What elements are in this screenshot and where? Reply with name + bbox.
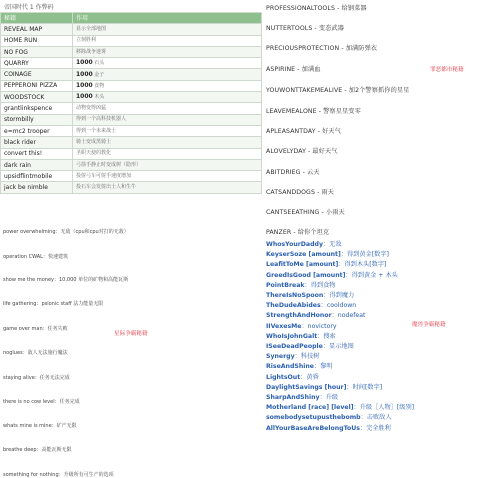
cheat-code: Synergy [266, 353, 295, 361]
table-row [1, 103, 262, 114]
cheat-effect-cell [73, 35, 262, 46]
cheat-code: PointBreak [266, 281, 305, 289]
list-item [266, 383, 500, 393]
cheat-effect: - 警察星星变零 [318, 108, 361, 115]
vice-city-section-note: 罪恶都市秘籍 [430, 67, 464, 73]
cheat-code: StrengthAndHonor [266, 312, 332, 320]
cheat-effect: ：cooldown [320, 302, 357, 310]
cheat-code-cell: HOME RUN [1, 35, 73, 46]
cheat-code: operation CWAL： [3, 254, 48, 260]
cheat-effect-text: 投石车会发射出士人和生牛 [76, 184, 137, 191]
right-column [266, 0, 500, 473]
cheat-effect: ：显示地图 [322, 343, 354, 351]
cheat-effect-cell [73, 114, 262, 125]
cheat-code-cell: QUARRY [1, 58, 73, 69]
cheat-code: LeafitToMe [amount] [266, 261, 339, 269]
list-item [3, 374, 261, 381]
cheat-code: Motherland [race] [level] [266, 404, 354, 412]
cheat-effect: 升级所有可生产的选项 [63, 472, 114, 478]
list-item [266, 106, 361, 115]
list-item [266, 250, 500, 260]
cheat-code-cell: stormbilly [1, 114, 73, 125]
cheat-effect: ：黄昏 [300, 373, 319, 381]
cheat-effect-text: 显示全部地图 [76, 25, 107, 32]
list-item [266, 322, 500, 332]
list-item [266, 167, 320, 176]
list-item [3, 446, 261, 453]
list-item [266, 85, 409, 94]
cheat-effect-text: 得到一个高科技机器人 [76, 116, 127, 123]
cheat-code: AllYourBaseAreBelongToUs [266, 424, 360, 432]
list-item [3, 349, 261, 356]
cheat-effect-text: 金子 [94, 71, 105, 78]
list-item [266, 332, 500, 342]
table-row [1, 80, 262, 91]
cheat-code-cell: dark rain [1, 159, 73, 170]
list-item [266, 424, 500, 434]
cheat-code: SharpAndShiny [266, 394, 320, 402]
list-item [266, 311, 500, 321]
resource-amount: 1000 [76, 81, 93, 89]
cheat-code: KeyserSoze [amount] [266, 251, 341, 259]
cheat-effect: 任务无法完成 [39, 375, 70, 381]
cheat-effect: - 雨天 [317, 189, 335, 196]
cheat-effect: ：科技树 [294, 353, 320, 361]
cheat-code: WhoIsJohnGalt [266, 332, 318, 340]
cheat-effect: - 最好天气 [308, 148, 338, 155]
list-item [266, 271, 500, 281]
cheat-code: WhosYourDaddy [266, 241, 323, 248]
table-row [1, 171, 262, 182]
list-item [266, 64, 321, 73]
cheat-effect: ：得到木头[数字] [338, 261, 387, 269]
table-row [1, 125, 262, 136]
cheat-code: game over man： [3, 326, 48, 332]
list-item [266, 403, 500, 413]
table-header-row [1, 13, 262, 24]
cheat-code-cell: e=mc2 trooper [1, 125, 73, 136]
cheat-effect: 任务失败 [47, 326, 68, 332]
cheat-code: ThereIsNoSpoon [266, 292, 324, 300]
cheat-effect: ：nodefeat [331, 312, 366, 320]
cheat-code: something for nothing： [3, 472, 64, 478]
table-title: 帝国时代 1 作弊码 [4, 4, 54, 11]
list-item [266, 207, 345, 216]
list-item [3, 253, 261, 260]
cheat-effect-text: 石头 [94, 60, 105, 67]
list-item [266, 342, 500, 352]
cheat-code-cell: PEPPERONI PIZZA [1, 80, 73, 91]
cheat-code: TheDudeAbides [266, 302, 321, 310]
list-item [3, 422, 261, 429]
cheat-effect: 快速建筑 [47, 254, 68, 260]
cheat-effect: 敌人无法施行魔法 [27, 350, 68, 356]
table-row [1, 35, 262, 46]
cheat-effect-text: 立刻胜利 [76, 37, 97, 44]
cheat-effect: ：升级［人物］[级别] [353, 404, 415, 412]
cheat-effect: psionic staff 法力能量无限 [41, 301, 104, 307]
cheat-code-cell: grantlinkspence [1, 103, 73, 114]
list-item [266, 23, 344, 32]
list-item [266, 291, 500, 301]
cheat-code: PRECIOUSPROTECTION [266, 45, 340, 52]
starcraft-section-note: 星际争霸秘籍 [114, 331, 148, 337]
cheat-code: GreedIsGood [amount] [266, 271, 346, 279]
cheat-code: YOUWONTTAKEMEALIVE [266, 87, 343, 94]
cheat-effect: 高能瓦斯无限 [41, 447, 72, 453]
cheat-effect-cell [73, 92, 262, 103]
cheat-effect: 任务完成 [59, 399, 80, 405]
cheat-code: power overwhelming： [3, 229, 61, 235]
cheat-effect: 无敌（cpu和cpu对打的无敌） [60, 229, 129, 235]
cheat-effect: ：无敌 [323, 241, 342, 248]
table-row [1, 114, 262, 125]
cheat-effect-cell [73, 58, 262, 69]
cheat-effect: ：得到魔力 [323, 292, 355, 300]
list-item [266, 352, 500, 362]
list-item [266, 146, 338, 155]
cheat-effect: - 加2个警察抓你的星星 [344, 87, 410, 94]
list-item [266, 260, 500, 270]
cheat-effect-text: 投射弓车可射手速度增加 [76, 172, 132, 179]
cheat-effect: - 给你个坦克 [293, 229, 330, 236]
cheat-code: PROFESSIONALTOOLS [266, 5, 335, 12]
cheat-effect-text: 食物 [94, 82, 105, 89]
cheat-effect: ：时间[数字] [346, 383, 383, 391]
starcraft-cheat-list [3, 228, 261, 478]
cheat-effect-cell [73, 137, 262, 148]
resource-amount: 1000 [76, 59, 93, 67]
cheat-effect: ：黎明 [313, 363, 333, 371]
table-row [1, 137, 262, 148]
cheat-effect-text: 移除战争迷雾 [76, 48, 107, 55]
cheat-effect: ：搜索 [317, 332, 336, 340]
cheat-effect: ：novictory [301, 322, 337, 330]
cheat-code: show me the money： [3, 277, 59, 283]
header-effect: 作用 [73, 13, 262, 24]
cheat-effect: ：升级 [319, 394, 339, 402]
cheat-effect: ：得到黄金 + 木头 [345, 271, 398, 279]
cheat-code: whats mine is mine： [3, 423, 57, 429]
cheat-effect: ：完全胜利 [359, 424, 391, 432]
cheat-effect-text: 弓箭手静止时变成树（隐形） [76, 161, 142, 168]
list-item [266, 43, 377, 52]
resource-amount: 1000 [76, 93, 93, 101]
list-item [266, 3, 367, 12]
cheat-code: IIVexesMe [266, 322, 302, 330]
table-row [1, 24, 262, 35]
cheat-effect: ：得到黄金[数字] [340, 251, 389, 259]
cheat-effect-cell [73, 171, 262, 182]
list-item [266, 187, 334, 196]
cheat-code: staying alive： [3, 375, 40, 381]
cheat-effect-text: 得到一个未来战士 [76, 127, 117, 134]
cheat-code-cell: REVEAL MAP [1, 24, 73, 35]
cheat-effect: - 好天气 [317, 128, 341, 135]
cheat-code: ALOVELYDAY [266, 148, 306, 155]
cheat-effect-text: 动物变得凶猛 [76, 105, 107, 112]
cheat-effect: ：击败敌人 [360, 414, 392, 422]
cheat-code: ASPIRINE [266, 66, 296, 73]
cheat-code: there is no cow level： [3, 399, 60, 405]
table-row [1, 159, 262, 170]
table-row [1, 92, 262, 103]
list-item [266, 240, 500, 250]
cheat-code: life gathering： [3, 301, 42, 307]
cheat-code: APLEASANTDAY [266, 128, 316, 135]
cheat-effect: - 给钢菜器 [337, 5, 367, 12]
cheat-effect: ：得到食物 [304, 281, 336, 289]
cheat-code: CANTSEEATHING [266, 209, 320, 216]
cheat-code: DaylightSavings [hour] [266, 383, 347, 391]
list-item [266, 373, 500, 383]
cheat-effect-cell [73, 159, 262, 170]
cheat-effect-text: 骑士变成黑骑士 [76, 138, 112, 145]
table-row [1, 148, 262, 159]
cheat-code-cell: convert this! [1, 148, 73, 159]
cheat-effect-cell [73, 182, 262, 193]
list-item [266, 301, 500, 311]
list-item [266, 227, 329, 236]
cheat-table [0, 12, 262, 194]
list-item [3, 228, 261, 235]
cheat-effect: 矿产无限 [56, 423, 77, 429]
cheat-effect-text: 圣职天使的教化 [76, 150, 112, 157]
cheat-effect: - 加满血 [297, 66, 321, 73]
cheat-effect-cell [73, 46, 262, 57]
resource-amount: 1000 [76, 70, 93, 78]
cheat-effect: - 云天 [302, 169, 320, 176]
cheat-code: RiseAndShine [266, 363, 314, 371]
cheat-code: PANZER [266, 229, 292, 236]
list-item [3, 398, 261, 405]
cheat-effect-cell [73, 125, 262, 136]
cheat-code: ABITDRIEG [266, 169, 301, 176]
cheat-code: somebodysetupusthebomb [266, 414, 361, 422]
cheat-code-cell: jack be nimble [1, 182, 73, 193]
cheat-code-cell: WOODSTOCK [1, 92, 73, 103]
cheat-code: noglues： [3, 350, 28, 356]
warcraft-cheat-list [266, 240, 500, 434]
cheat-code: ISeeDeadPeople [266, 343, 323, 351]
cheat-code-cell: NO FOG [1, 46, 73, 57]
cheat-code-cell: upsidflintmobile [1, 171, 73, 182]
list-item [266, 393, 500, 403]
list-item [266, 413, 500, 423]
warcraft-section-note: 魔兽争霸秘籍 [412, 322, 446, 328]
cheat-code-cell: COINAGE [1, 69, 73, 80]
list-item [3, 276, 261, 283]
cheat-effect-cell [73, 24, 262, 35]
list-item [266, 281, 500, 291]
cheat-effect-cell [73, 148, 262, 159]
cheat-effect: 10,000 单位的矿物和高能瓦斯 [58, 277, 129, 283]
list-item [266, 126, 341, 135]
cheat-code: LEAVEMEALONE [266, 108, 317, 115]
cheat-effect-cell [73, 103, 262, 114]
list-item [3, 471, 261, 478]
cheat-code: breathe deep： [3, 447, 42, 453]
cheat-effect: - 加满防弹衣 [341, 45, 378, 52]
cheat-effect-text: 木头 [94, 94, 105, 101]
cheat-code-cell: black rider [1, 137, 73, 148]
cheat-effect-cell [73, 69, 262, 80]
list-item [3, 300, 261, 307]
cheat-code: CATSANDDOGS [266, 189, 315, 196]
cheat-code: LightsOut [266, 373, 301, 381]
cheat-effect-cell [73, 80, 262, 91]
table-row [1, 69, 262, 80]
table-row [1, 58, 262, 69]
header-code: 秘籍 [1, 13, 73, 24]
cheat-effect: - 小雨天 [321, 209, 345, 216]
cheat-effect: - 变态武器 [314, 25, 345, 32]
table-row [1, 46, 262, 57]
list-item [266, 362, 500, 372]
table-row [1, 182, 262, 193]
cheat-code: NUTTERTOOLS [266, 25, 313, 32]
